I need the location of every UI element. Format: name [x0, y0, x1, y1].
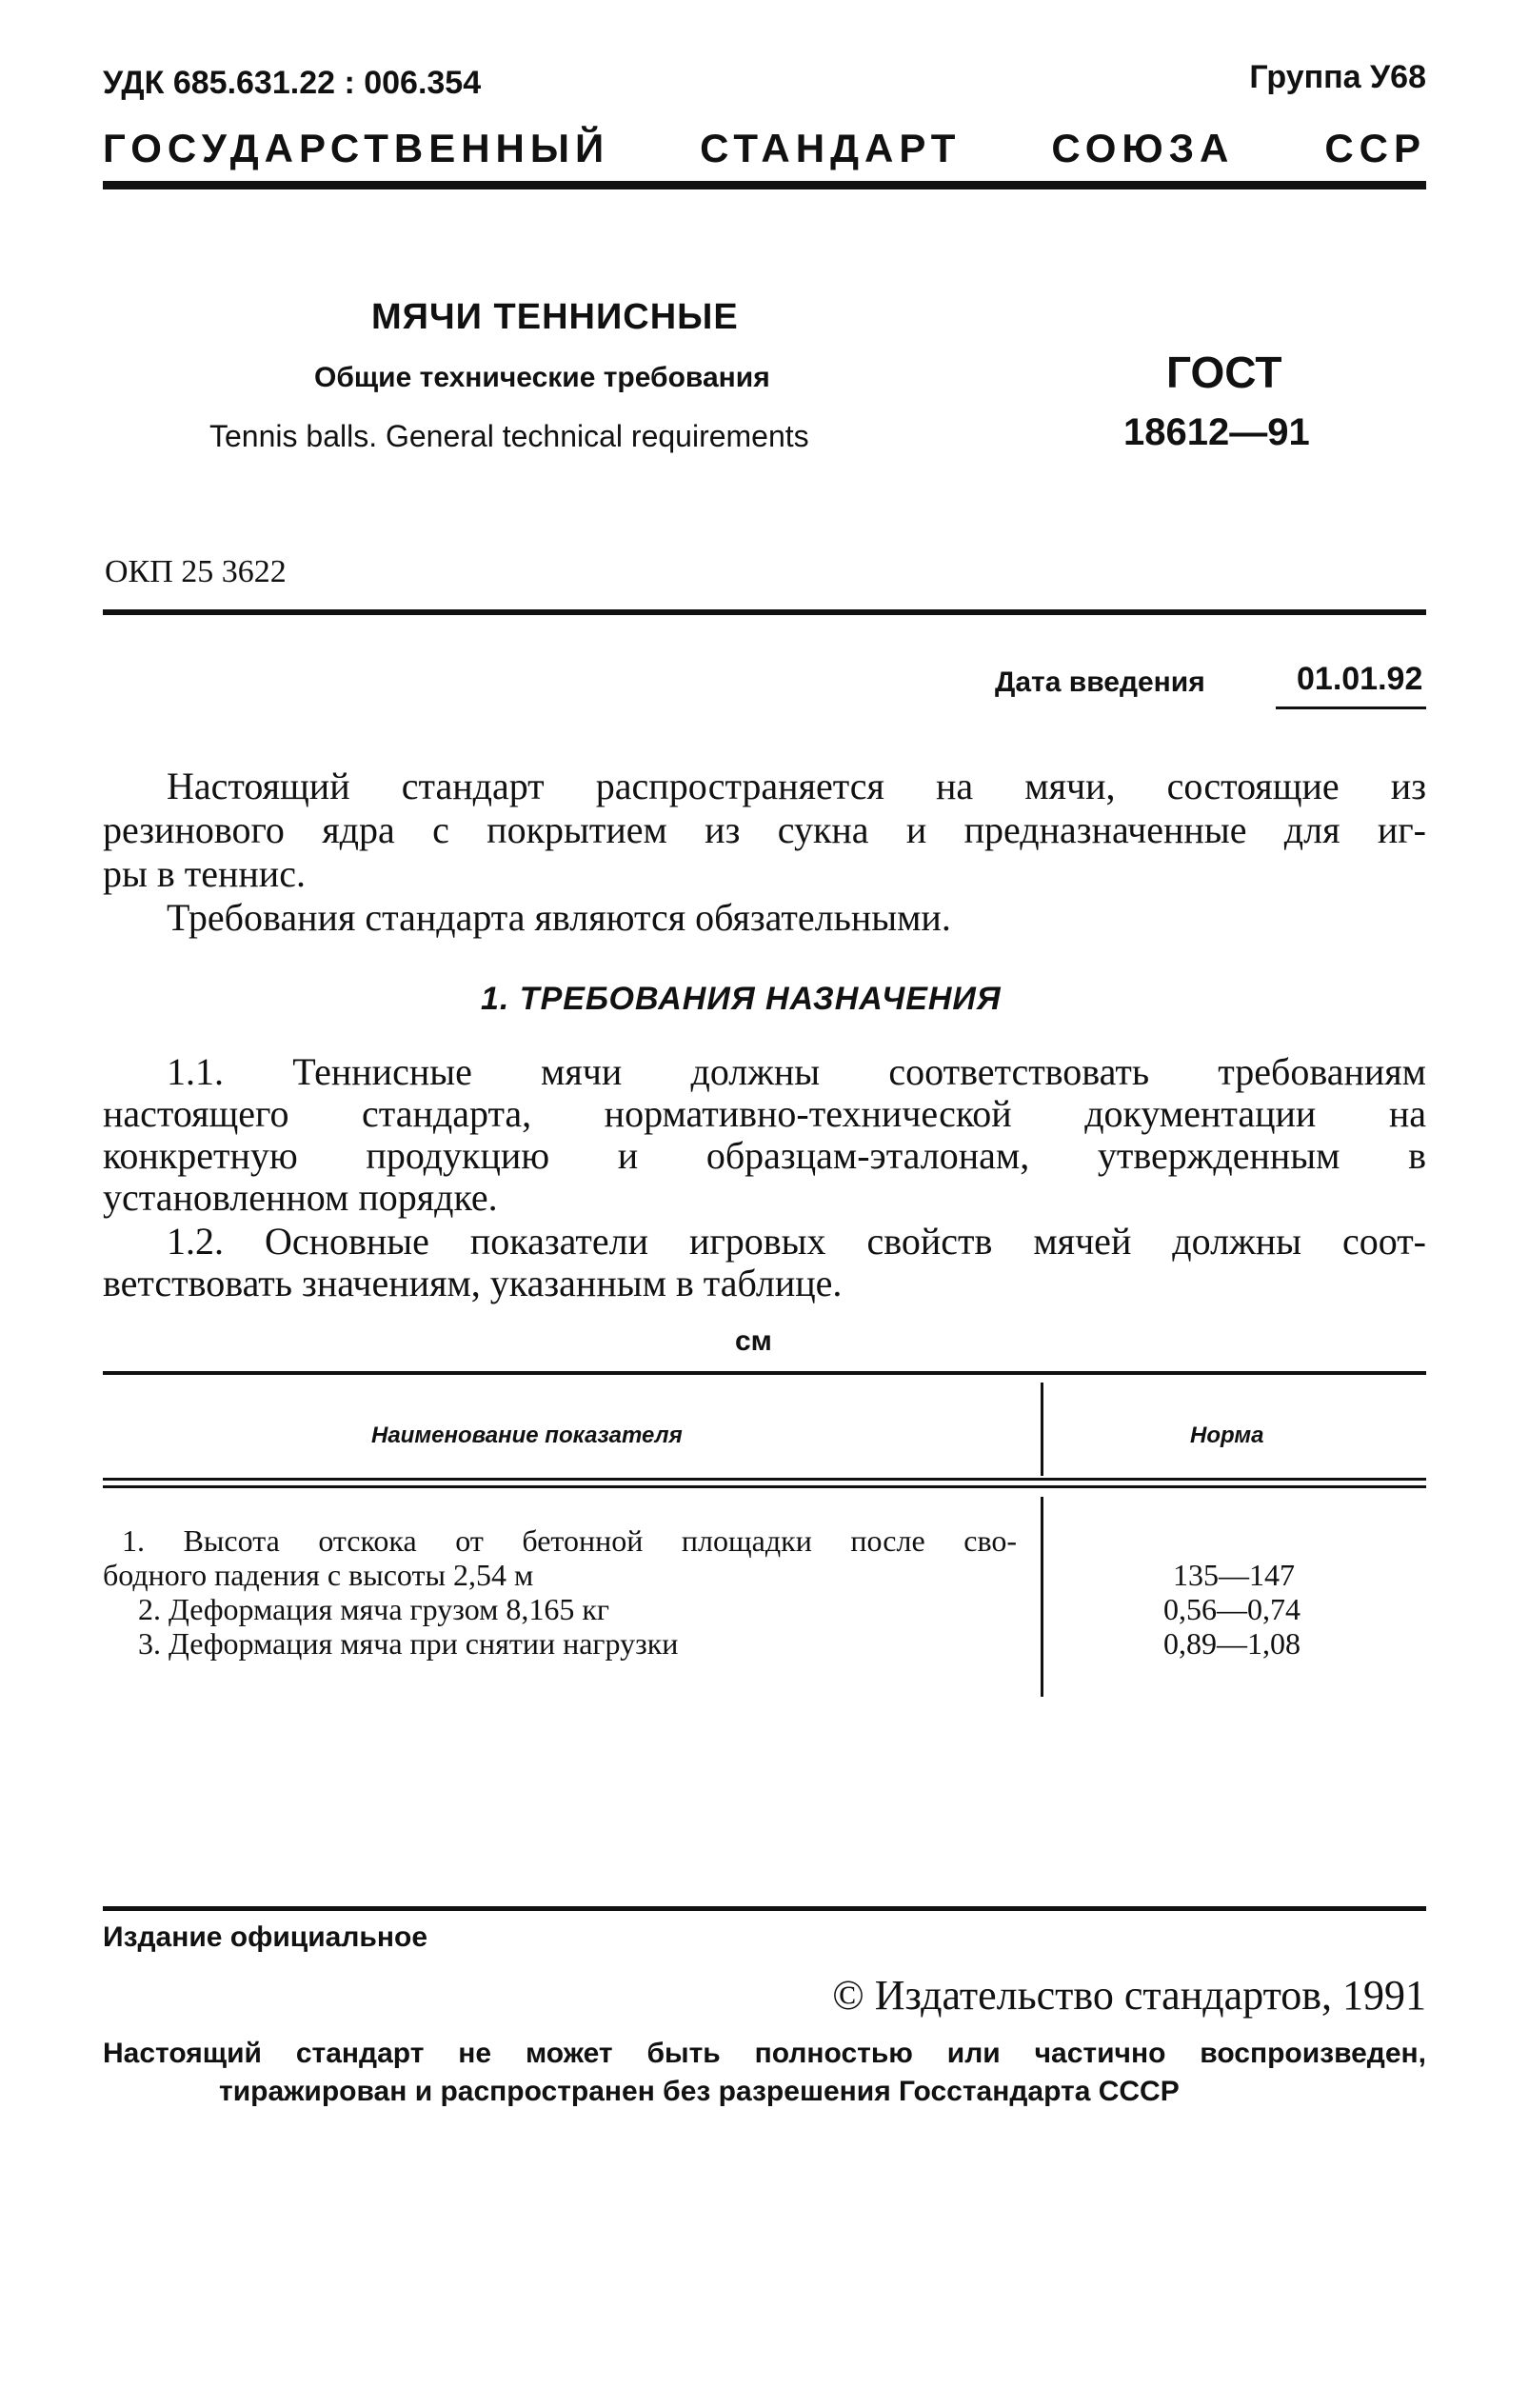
footer-rule	[103, 1906, 1426, 1911]
intro-line-4: Требования стандарта являются обязательными.	[167, 896, 951, 939]
table-header-rule-1	[103, 1478, 1426, 1481]
intro-date-value: 01.01.92	[1297, 661, 1423, 697]
table-row-1-line-2: бодного падения с высоты 2,54 м	[103, 1558, 534, 1592]
table-row-1-norm: 135—147	[1173, 1558, 1295, 1592]
para-1-1-line-3: конкретную продукцию и образцам-эталонам, утвержденным в	[103, 1134, 1426, 1177]
copyright-line: © Издательство стандартов, 1991	[832, 1972, 1426, 2019]
table-column-divider-body	[1041, 1497, 1043, 1697]
okp-rule	[103, 609, 1426, 615]
table-row-2-norm: 0,56—0,74	[1163, 1592, 1301, 1626]
udc-code: УДК 685.631.22 : 006.354	[103, 65, 482, 101]
intro-line-2: резинового ядра с покрытием из сукна и предназначенные для иг-	[103, 808, 1426, 851]
state-standard-banner: ГОСУДАРСТВЕННЫЙ СТАНДАРТ СОЮЗА ССР	[103, 126, 1426, 170]
table-row-3-norm: 0,89—1,08	[1163, 1626, 1301, 1661]
notice-line-1: Настоящий стандарт не может быть полностью или частично воспроизведен,	[103, 2038, 1426, 2069]
doc-subtitle-en: Tennis balls. General technical requirements	[209, 419, 809, 453]
gost-label: ГОСТ	[1166, 348, 1282, 397]
para-1-1-line-1: 1.1. Теннисные мячи должны соответствовать требованиям	[167, 1050, 1426, 1093]
table-row-2-name: 2. Деформация мяча грузом 8,165 кг	[138, 1592, 609, 1626]
table-row-1-line-1: 1. Высота отскока от бетонной площадки после сво-	[122, 1523, 1017, 1558]
intro-date-label: Дата введения	[995, 667, 1205, 698]
header-rule	[103, 181, 1426, 189]
para-1-2-line-2: ветствовать значениям, указанным в таблице.	[103, 1262, 843, 1304]
intro-date-underline	[1276, 706, 1426, 709]
table-header-name: Наименование показателя	[371, 1423, 683, 1448]
table-header-rule-2	[103, 1485, 1426, 1488]
intro-line-3: ры в теннис.	[103, 852, 306, 895]
table-row-3-name: 3. Деформация мяча при снятии нагрузки	[138, 1626, 679, 1661]
notice-line-2: тиражирован и распространен без разрешения Госстандарта СССР	[219, 2076, 1180, 2107]
gost-number: 18612—91	[1123, 411, 1310, 453]
para-1-2-line-1: 1.2. Основные показатели игровых свойств мячей должны соот-	[167, 1220, 1426, 1263]
okp-code: ОКП 25 3622	[105, 554, 287, 589]
para-1-1-line-4: установленном порядке.	[103, 1176, 498, 1219]
para-1-1-line-2: настоящего стандарта, нормативно-технической документации на	[103, 1092, 1426, 1135]
official-edition: Издание официальное	[103, 1921, 428, 1953]
doc-title: МЯЧИ ТЕННИСНЫЕ	[371, 297, 739, 337]
intro-line-1: Настоящий стандарт распространяется на мячи, состоящие из	[167, 765, 1426, 807]
table-header-norm: Норма	[1190, 1423, 1264, 1448]
section-1-heading: 1. ТРЕБОВАНИЯ НАЗНАЧЕНИЯ	[481, 981, 1002, 1017]
table-unit: см	[735, 1325, 772, 1357]
table-column-divider-top	[1041, 1383, 1043, 1476]
table-top-rule	[103, 1371, 1426, 1375]
group-code: Группа У68	[1249, 59, 1426, 95]
doc-subtitle-ru: Общие технические требования	[314, 362, 770, 393]
